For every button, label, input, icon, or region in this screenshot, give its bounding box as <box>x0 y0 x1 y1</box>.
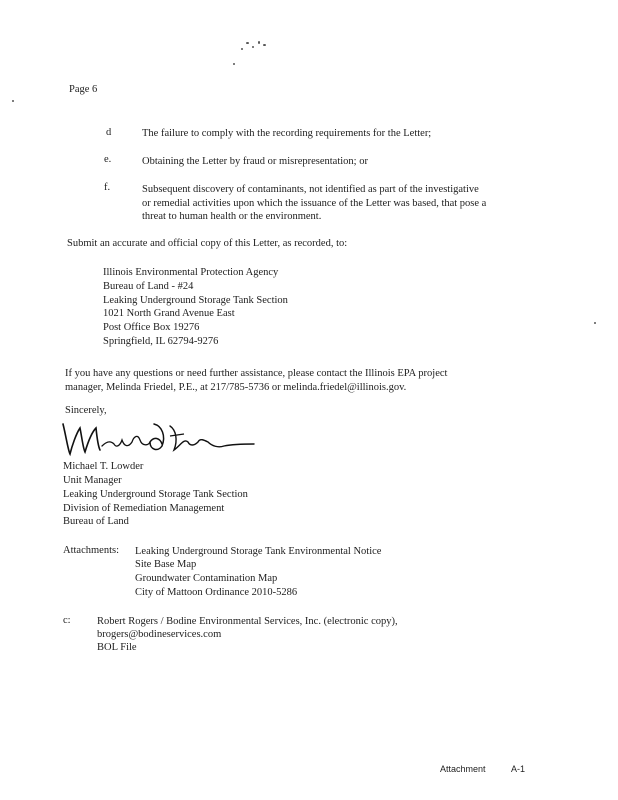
address-line: Leaking Underground Storage Tank Section <box>103 295 288 306</box>
signer-bureau: Bureau of Land <box>63 516 129 527</box>
address-line: Springfield, IL 62794-9276 <box>103 336 219 347</box>
address-line: Illinois Environmental Protection Agency <box>103 267 279 278</box>
footer-attachment-label: Attachment <box>440 764 486 774</box>
scan-speck <box>241 48 243 50</box>
attachment-item: Groundwater Contamination Map <box>135 573 278 584</box>
condition-marker: e. <box>104 154 112 165</box>
signer-section: Leaking Underground Storage Tank Section <box>63 489 248 500</box>
cc-email: brogers@bodineservices.com <box>97 629 222 640</box>
scan-speck <box>252 46 254 48</box>
signature <box>58 416 258 462</box>
scan-speck <box>263 44 266 46</box>
cc-file: BOL File <box>97 642 137 653</box>
condition-text: threat to human health or the environment. <box>142 211 322 222</box>
scan-speck <box>594 322 596 324</box>
attachment-item: City of Mattoon Ordinance 2010-5286 <box>135 587 298 598</box>
condition-marker: f. <box>104 182 111 193</box>
cc-recipient: Robert Rogers / Bodine Environmental Services, Inc. (electronic copy), <box>97 616 398 627</box>
attachments-label: Attachments: <box>63 545 119 556</box>
attachment-item: Leaking Underground Storage Tank Environmental Notice <box>135 546 382 557</box>
page-number: Page 6 <box>69 84 98 95</box>
submit-instruction: Submit an accurate and official copy of this Letter, as recorded, to: <box>67 238 348 249</box>
condition-text: Subsequent discovery of contaminants, not identified as part of the investigative <box>142 184 479 195</box>
address-line: Post Office Box 19276 <box>103 322 200 333</box>
attachment-item: Site Base Map <box>135 559 197 570</box>
scan-speck <box>246 42 249 44</box>
scan-speck <box>233 63 235 65</box>
closing: Sincerely, <box>65 405 107 416</box>
condition-marker: d <box>106 127 112 138</box>
condition-text: or remedial activities upon which the issuance of the Letter was based, that pose a <box>142 198 487 209</box>
condition-text: The failure to comply with the recording requirements for the Letter; <box>142 128 432 139</box>
contact-paragraph-line: manager, Melinda Friedel, P.E., at 217/785-5736 or melinda.friedel@illinois.gov. <box>65 382 407 393</box>
scan-speck <box>258 41 260 44</box>
contact-paragraph-line: If you have any questions or need further assistance, please contact the Illinois EPA project <box>65 368 448 379</box>
address-line: 1021 North Grand Avenue East <box>103 308 235 319</box>
cc-label: c: <box>63 615 71 626</box>
signer-division: Division of Remediation Management <box>63 503 225 514</box>
signer-title: Unit Manager <box>63 475 122 486</box>
signer-name: Michael T. Lowder <box>63 461 144 472</box>
footer-attachment-id: A-1 <box>511 764 526 774</box>
condition-text: Obtaining the Letter by fraud or misrepresentation; or <box>142 156 368 167</box>
address-line: Bureau of Land - #24 <box>103 281 194 292</box>
scan-speck <box>12 100 14 102</box>
